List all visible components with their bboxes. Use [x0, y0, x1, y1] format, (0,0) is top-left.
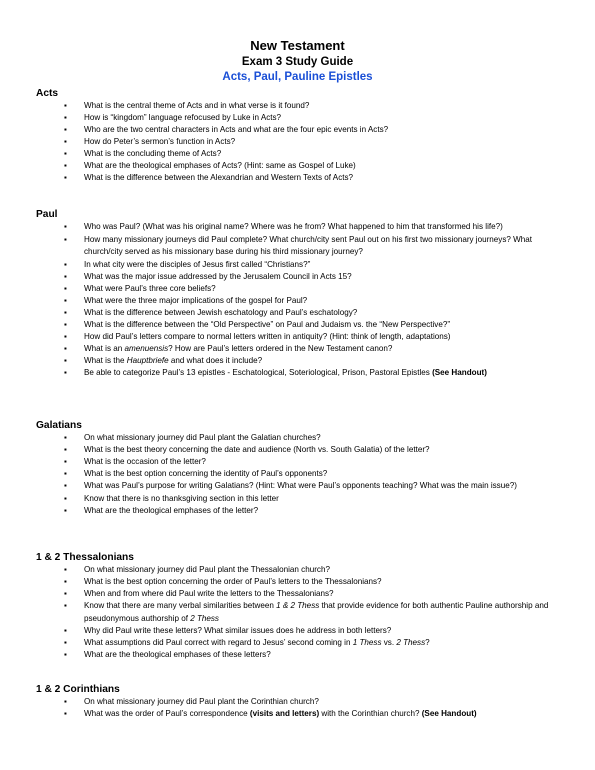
- item-text: ?: [425, 638, 430, 647]
- section-galatians: [36, 420, 576, 517]
- item-text: ? How are Paul’s letters ordered in the New Testament canon?: [168, 343, 393, 353]
- see-handout-note: (See Handout): [432, 367, 487, 377]
- section-thessalonians: [36, 552, 576, 661]
- term-italic: amenuensis: [124, 343, 169, 353]
- list-item: ▪ What is the best option concerning the order of Paul’s letters to the Thessalonians?: [36, 576, 566, 588]
- list-item: ▪ What is the best option concerning the identity of Paul’s opponents?: [36, 468, 566, 480]
- item-text: with the Corinthian church?: [319, 709, 422, 718]
- list-item: ▪ What are the theological emphases of the letter?: [36, 505, 566, 517]
- bold-phrase: (visits and letters): [249, 709, 320, 718]
- book-ref-italic: 1 & 2 Thess: [276, 601, 320, 610]
- list-item: ▪ What was Paul’s purpose for writing Galatians? (Hint: What were Paul’s opponents teaching? What was the main issue?): [36, 480, 566, 493]
- book-ref-italic: 2 Thess: [190, 613, 219, 623]
- list-item: ▪ What is the best theory concerning the date and audience (North vs. South Galatia) of the letter?: [36, 444, 566, 456]
- list-item: ▪ What is the difference between the “Old Perspective” on Paul and Judaism vs. the “New Perspective?”: [36, 319, 566, 331]
- list-item: ▪ What is the concluding theme of Acts?: [36, 148, 566, 160]
- list-item: [36, 637, 566, 649]
- list-item: ▪ How many missionary journeys did Paul complete? What church/city sent Paul out on his first two missionary journeys? What church/city served as his missionary base during his third missionary journey?: [36, 234, 566, 259]
- question-list: [36, 564, 576, 661]
- list-item: [36, 343, 566, 355]
- see-handout-note: (See Handout): [421, 709, 477, 718]
- list-item: ▪ How do Peter’s sermon’s function in Acts?: [36, 136, 566, 148]
- item-text: and what does it include?: [168, 355, 263, 365]
- list-item: ▪ How did Paul’s letters compare to normal letters written in antiquity? (Hint: think of length, adaptations): [36, 331, 566, 343]
- section-corinthians: [36, 684, 576, 720]
- question-list: [36, 432, 576, 517]
- list-item: ▪ What is the difference between Jewish eschatology and Paul’s eschatology?: [36, 307, 566, 319]
- list-item: ▪ What are the theological emphases of Acts? (Hint: same as Gospel of Luke): [36, 160, 566, 172]
- list-item: ▪ What is the occasion of the letter?: [36, 456, 566, 468]
- item-text: What assumptions did Paul correct with regard to Jesus’ second coming in: [84, 638, 353, 647]
- item-text: Know that there are many verbal similarities between: [84, 601, 277, 610]
- list-item: [36, 367, 566, 379]
- question-list: [36, 221, 576, 379]
- question-list: [36, 100, 576, 184]
- list-item: ▪ On what missionary journey did Paul plant the Galatian churches?: [36, 432, 566, 444]
- list-item: [36, 600, 566, 625]
- item-text: Be able to categorize Paul’s 13 epistles - Eschatological, Soteriological, Prison, Pastoral Epistles: [84, 367, 433, 377]
- item-text: What is an: [84, 343, 125, 353]
- list-item: ▪ Know that there is no thanksgiving section in this letter: [36, 493, 566, 505]
- question-list: [36, 696, 576, 720]
- item-text: What is the: [84, 355, 127, 365]
- list-item: [36, 355, 566, 367]
- book-ref-italic: 2 Thess: [396, 638, 426, 647]
- list-item: ▪ Who are the two central characters in Acts and what are the four epic events in Acts?: [36, 124, 566, 136]
- list-item: ▪ On what missionary journey did Paul plant the Thessalonian church?: [36, 564, 566, 576]
- list-item: ▪ On what missionary journey did Paul plant the Corinthian church?: [36, 696, 566, 708]
- item-text: that provide evidence for both authentic Pauline authorship and pseudonymous authorship of: [84, 601, 549, 623]
- section-heading: Acts: [36, 88, 59, 99]
- section-paul: [36, 209, 576, 379]
- list-item: ▪ When and from where did Paul write the letters to the Thessalonians?: [36, 588, 566, 600]
- section-heading: Galatians: [36, 420, 82, 431]
- list-item: ▪ What was the major issue addressed by the Jerusalem Council in Acts 15?: [36, 271, 566, 283]
- list-item: ▪ What is the difference between the Alexandrian and Western Texts of Acts?: [36, 172, 566, 184]
- list-item: ▪ In what city were the disciples of Jesus first called “Christians?”: [36, 259, 566, 271]
- list-item: ▪ What were Paul’s three core beliefs?: [36, 283, 566, 295]
- list-item: [36, 708, 566, 720]
- list-item: ▪ What are the theological emphases of these letters?: [36, 649, 566, 661]
- item-text: What was the order of Paul’s correspondence: [84, 709, 250, 718]
- section-heading: 1 & 2 Corinthians: [36, 684, 120, 695]
- list-item: ▪ Why did Paul write these letters? What similar issues does he address in both letters?: [36, 625, 566, 637]
- section-heading: Paul: [36, 209, 58, 220]
- book-ref-italic: 1 Thess: [352, 638, 382, 647]
- section-acts: [36, 88, 576, 184]
- list-item: ▪ What is the central theme of Acts and in what verse is it found?: [36, 100, 566, 112]
- term-italic: Hauptbriefe: [126, 355, 169, 365]
- document-subtitle: Exam 3 Study Guide: [241, 56, 354, 68]
- list-item: ▪ How is “kingdom” language refocused by Luke in Acts?: [36, 112, 566, 124]
- list-item: ▪ What were the three major implications of the gospel for Paul?: [36, 295, 566, 307]
- document-title: New Testament: [250, 38, 345, 53]
- section-heading: 1 & 2 Thessalonians: [36, 552, 134, 563]
- document-topic: Acts, Paul, Pauline Epistles: [222, 71, 373, 83]
- item-text: vs.: [381, 638, 397, 647]
- list-item: ▪ Who was Paul? (What was his original name? Where was he from? What happened to him that transformed his life?): [36, 221, 566, 234]
